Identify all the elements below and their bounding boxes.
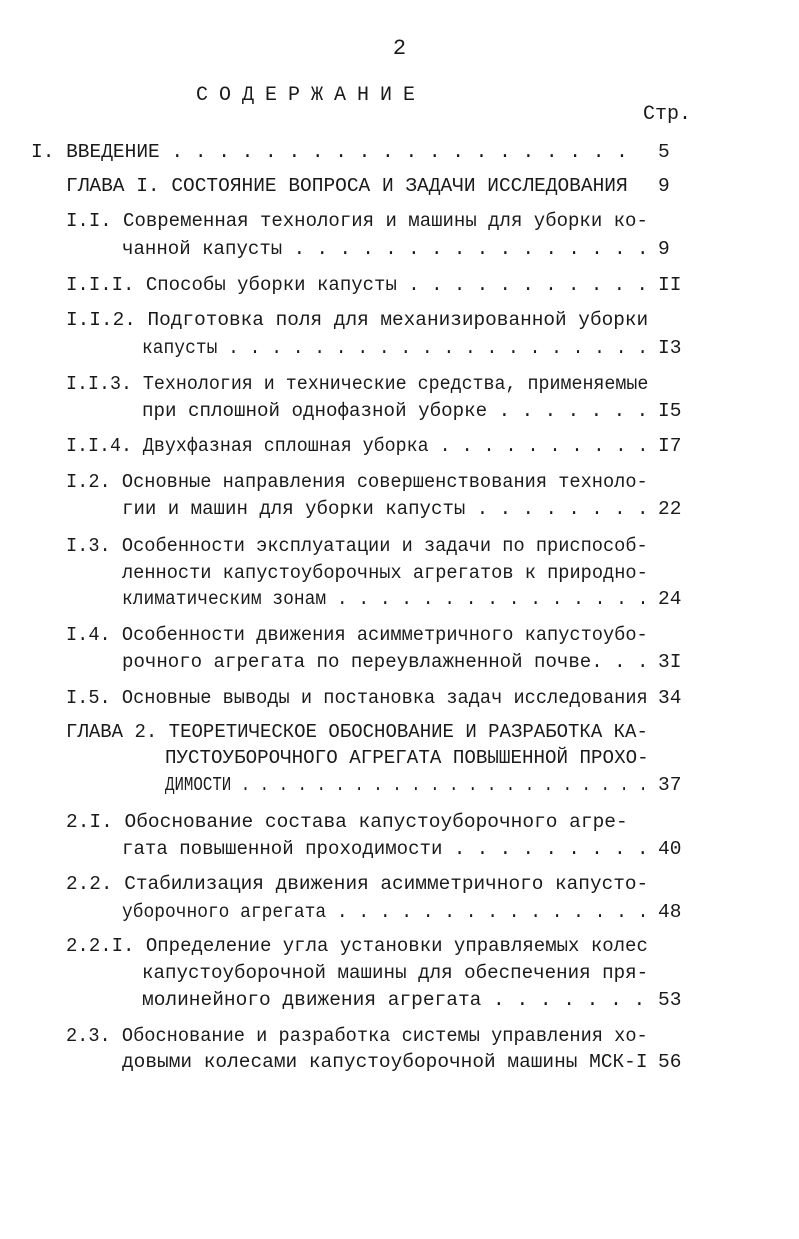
toc-entry-title-continued: ленности капустоуборочных агрегатов к природно- [122,562,648,584]
toc-entry-page: 24 [658,588,682,610]
toc-entry-title: I.I.4. Двухфазная сплошная уборка . . . . . . . . . . [66,435,649,457]
toc-entry-page: 56 [658,1051,682,1073]
toc-entry-title: I.I.3. Технология и технические средства, применяемые [66,373,649,395]
toc-entry-title: ГЛАВА 2. ТЕОРЕТИЧЕСКОЕ ОБОСНОВАНИЕ И РАЗРАБОТКА КА- [66,721,648,743]
toc-entry-title: I.I.2. Подготовка поля для механизированной уборки [66,309,649,331]
page-number: 2 [392,36,407,61]
toc-entry-title-continued: климатическим зонам . . . . . . . . . . . . . . . [122,588,649,610]
page-title: СОДЕРЖАНИЕ [196,84,427,107]
toc-entry-page: 53 [658,989,682,1011]
toc-entry-title-continued: молинейного движения агрегата . . . . . . . [142,989,646,1011]
toc-entry-page: 37 [658,774,682,796]
toc-entry-page: 3I [658,651,682,673]
toc-entry-title: 2.2.I. Определение угла установки управляемых колес [66,935,648,957]
toc-entry-title-continued: гата повышенной проходимости . . . . . . . . . [122,838,649,860]
toc-entry-title: I.3. Особенности эксплуатации и задачи по приспособ- [66,535,648,557]
toc-entry-title: I.5. Основные выводы и постановка задач исследования [66,687,648,709]
toc-entry-title-continued: довыми колесами капустоуборочной машины МСК-I [122,1051,648,1073]
toc-entry-title: ГЛАВА I. СОСТОЯНИЕ ВОПРОСА И ЗАДАЧИ ИССЛЕДОВАНИЯ [66,175,628,197]
toc-entry-title: 2.2. Стабилизация движения асимметричного капусто- [66,873,649,895]
toc-entry-title-continued: чанной капусты . . . . . . . . . . . . . . . . [122,238,649,260]
toc-entry-page: 9 [658,175,670,197]
toc-entry-title: I. ВВЕДЕНИЕ . . . . . . . . . . . . . . . . . . . . [31,141,628,163]
toc-entry-title-continued: уборочного агрегата . . . . . . . . . . . . . . . [122,901,649,923]
toc-entry-page: II [658,274,682,296]
toc-entry-title: 2.3. Обоснование и разработка системы управления хо- [66,1025,648,1047]
toc-entry-page: 48 [658,901,682,923]
toc-entry-title-continued: ДИМОСТИ . . . . . . . . . . . . . . . . . . . . . . [165,774,648,796]
toc-entry-title: I.4. Особенности движения асимметричного капустоубо- [66,624,648,646]
toc-entry-title-continued: гии и машин для уборки капусты . . . . . . . . [122,498,649,520]
toc-entry-title-continued: капустоуборочной машины для обеспечения пря- [142,962,649,984]
toc-entry-page: 40 [658,838,682,860]
toc-entry-title: I.I. Современная технология и машины для уборки ко- [66,210,648,232]
toc-entry-title-continued: при сплошной однофазной уборке . . . . . . . [142,400,649,422]
toc-entry-title-continued: ПУСТОУБОРОЧНОГО АГРЕГАТА ПОВЫШЕННОЙ ПРОХО- [165,747,649,769]
toc-entry-page: 9 [658,238,670,260]
toc-entry-page: 34 [658,687,682,709]
toc-entry-title: 2.I. Обоснование состава капустоуборочного агре- [66,811,628,833]
toc-entry-page: I7 [658,435,682,457]
toc-entry-title-continued: рочного агрегата по переувлажненной почве. . . [122,651,649,673]
toc-entry-page: 22 [658,498,682,520]
toc-entry-page: 5 [658,141,670,163]
toc-entry-title: I.2. Основные направления совершенствования техноло- [66,471,648,493]
toc-entry-page: I5 [658,400,682,422]
toc-entry-title: I.I.I. Способы уборки капусты . . . . . . . . . . . [66,274,648,296]
page-column-label: Стр. [643,103,692,126]
toc-entry-page: I3 [658,337,682,359]
toc-entry-title-continued: капусты . . . . . . . . . . . . . . . . . . . . [142,337,648,359]
